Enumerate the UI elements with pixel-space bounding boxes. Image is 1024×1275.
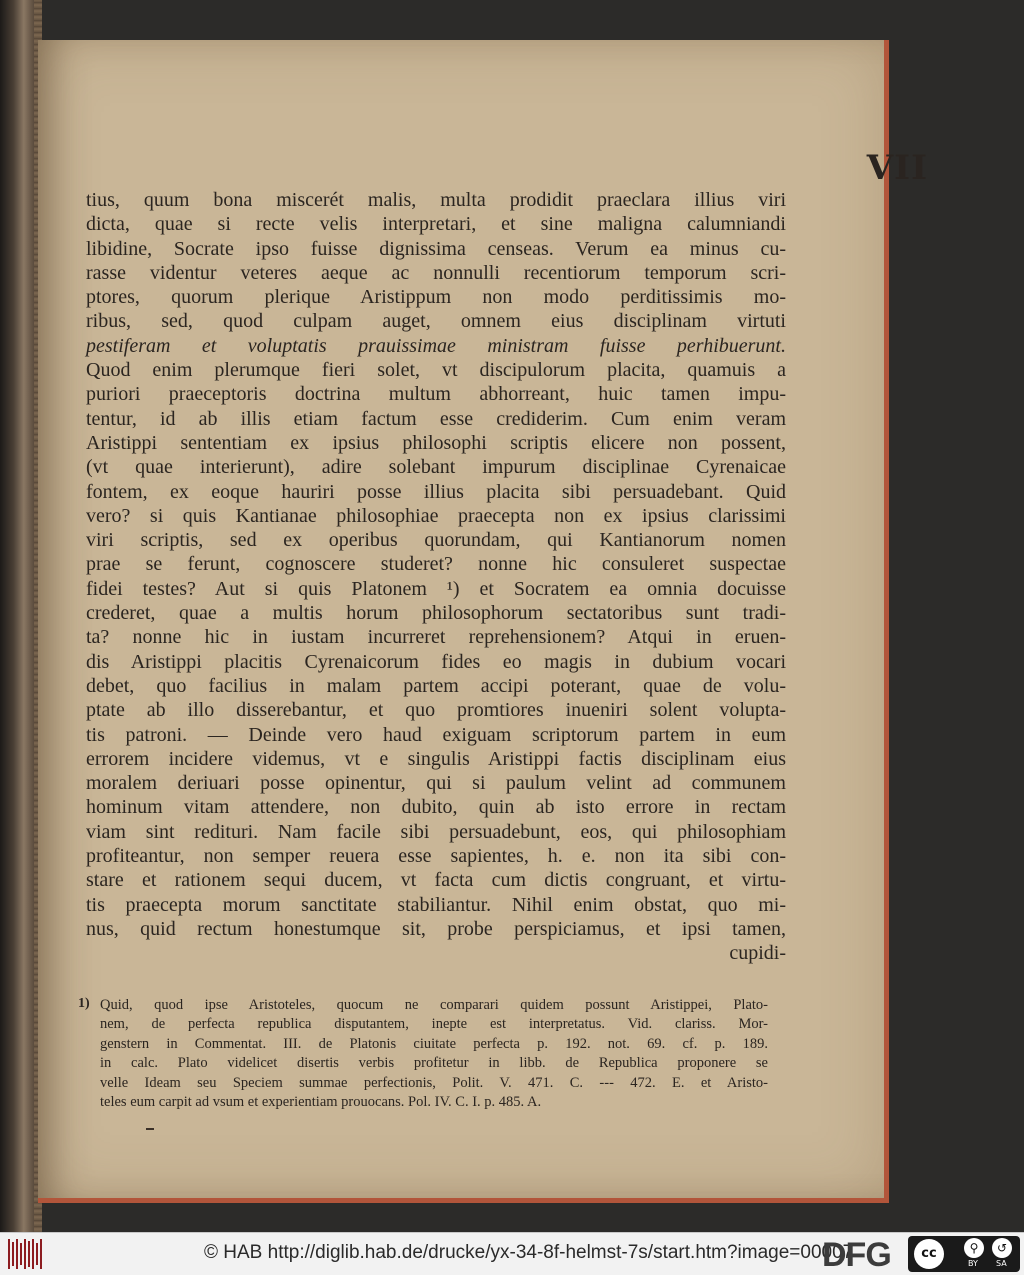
text-line: libidine, Socrate ipso fuisse dignissima censeas. Verum ea minus cu-: [86, 237, 786, 260]
by-person-icon: ⚲: [964, 1238, 984, 1258]
text-line: ta? nonne hic in iustam incurreret reprehensionem? Atqui in eruen-: [86, 626, 786, 649]
footnote-line: Quid, quod ipse Aristoteles, quocum ne comparari quidem possunt Aristippei, Plato-: [100, 997, 768, 1013]
sa-label: SA: [996, 1259, 1007, 1268]
text-line: hominum vitam attendere, non dubito, quin ab isto errore in rectam: [86, 796, 786, 819]
text-line: rasse videntur veteres aeque ac nonnulli recentiorum temporum scri-: [86, 261, 786, 284]
viewer-footer-bar: [0, 1232, 1024, 1275]
text-line: viam sint redituri. Nam facile sibi persuadebunt, eos, qui philosophiam: [86, 820, 786, 843]
text-line: cupidi-: [729, 942, 786, 965]
text-line: ptate ab illo disserebantur, et quo promtiores inueniri solent volupta-: [86, 699, 786, 722]
text-line: debet, quo facilius in malam partem accipi poterant, quae de volu-: [86, 674, 786, 697]
text-line: profiteantur, non semper reuera esse sapientes, h. e. non ita sibi con-: [86, 845, 786, 868]
hab-logo-icon[interactable]: [8, 1239, 42, 1269]
cc-icon: cc: [914, 1239, 944, 1269]
text-line: tis praecepta morum sanctitate stabiliantur. Nihil enim obstat, quo mi-: [86, 893, 786, 916]
copyright-url[interactable]: © HAB http://diglib.hab.de/drucke/yx-34-8f-helmst-7s/start.htm?image=00007: [204, 1242, 854, 1263]
footnote-line: nem, de perfecta republica disputantem, inepte est interpretatus. Vid. clariss. Mor-: [100, 1016, 768, 1033]
text-line: puriori praeceptoris doctrina multum abhorreant, huic tamen impu-: [86, 383, 786, 406]
text-line: ribus, sed, quod culpam auget, omnem eius disciplinam virtuti: [86, 310, 786, 333]
book-spine: [0, 0, 34, 1232]
footnote-block: [78, 996, 768, 1112]
text-line: viri scriptis, sed ex operibus quorundam, qui Kantianorum nomen: [86, 529, 786, 552]
footnote-line: in calc. Plato videlicet disertis verbis profitetur in libb. de Republica proponere se: [100, 1055, 768, 1072]
text-line: prae se ferunt, cognoscere studeret? nonne hic consuleret suspectae: [86, 553, 786, 576]
footnote-line: teles eum carpit ad vsum et experientiam prouocans. Pol. IV. C. I. p. 485. A.: [100, 1093, 542, 1110]
text-line: dicta, quae si recte velis interpretari, et sine maligna calumniandi: [86, 213, 786, 236]
by-label: BY: [968, 1259, 978, 1268]
text-line: errorem incidere videmus, vt e singulis Aristippi factis disciplinam eius: [86, 747, 786, 770]
cc-license-badge[interactable]: [908, 1236, 1020, 1272]
footnote-line: genstern in Commentat. III. de Platonis ciuitate perfecta p. 192. not. 69. cf. p. 189.: [100, 1035, 768, 1052]
main-text-block: [86, 188, 786, 966]
text-line: tentur, id ab illis etiam factum esse crediderim. Cum enim veram: [86, 407, 786, 430]
text-line: nus, quid rectum honestumque sit, probe perspiciamus, et ipsi tamen,: [86, 917, 786, 940]
text-line: crederet, quae a multis horum philosophorum sectatoribus sunt tradi-: [86, 602, 786, 625]
text-line: Quod enim plerumque fieri solet, vt discipulorum placita, quamuis a: [86, 359, 786, 382]
text-line: vero? si quis Kantianae philosophiae praecepta non ex ipsius clarissimi: [86, 504, 786, 527]
footnote-mark: 1): [78, 996, 90, 1011]
text-line: fontem, ex eoque hauriri posse illius placita sibi persuadebant. Quid: [86, 480, 786, 503]
dfg-logo[interactable]: DFG: [822, 1236, 891, 1274]
page-rule: [146, 1128, 154, 1130]
text-line: ptores, quorum plerique Aristippum non modo perditissimis mo-: [86, 286, 786, 309]
text-line: stare et rationem sequi ducem, vt facta cum dictis congruant, et virtu-: [86, 869, 786, 892]
text-line: Aristippi sententiam ex ipsius philosophi scriptis elicere non possent,: [86, 431, 786, 454]
text-line: dis Aristippi placitis Cyrenaicorum fides eo magis in dubium vocari: [86, 650, 786, 673]
text-line: pestiferam et voluptatis prauissimae ministram fuisse perhibuerunt.: [86, 334, 786, 357]
text-line: tis patroni. — Deinde vero haud exiguam scriptorum partem in eum: [86, 723, 786, 746]
text-line: (vt quae interierunt), adire solebant impurum disciplinae Cyrenaicae: [86, 456, 786, 479]
page-signature: VII: [866, 148, 928, 188]
text-line: tius, quum bona miscerét malis, multa prodidit praeclara illius viri: [86, 189, 786, 211]
text-line: moralem deriuari posse opinentur, qui si paulum velint ad communem: [86, 772, 786, 795]
text-line: fidei testes? Aut si quis Platonem ¹) et Socratem ea omnia docuisse: [86, 577, 786, 600]
footnote-line: velle Ideam seu Speciem summae perfectionis, Polit. V. 471. C. --- 472. E. et Aristo-: [100, 1074, 768, 1091]
sa-share-icon: ↺: [992, 1238, 1012, 1258]
